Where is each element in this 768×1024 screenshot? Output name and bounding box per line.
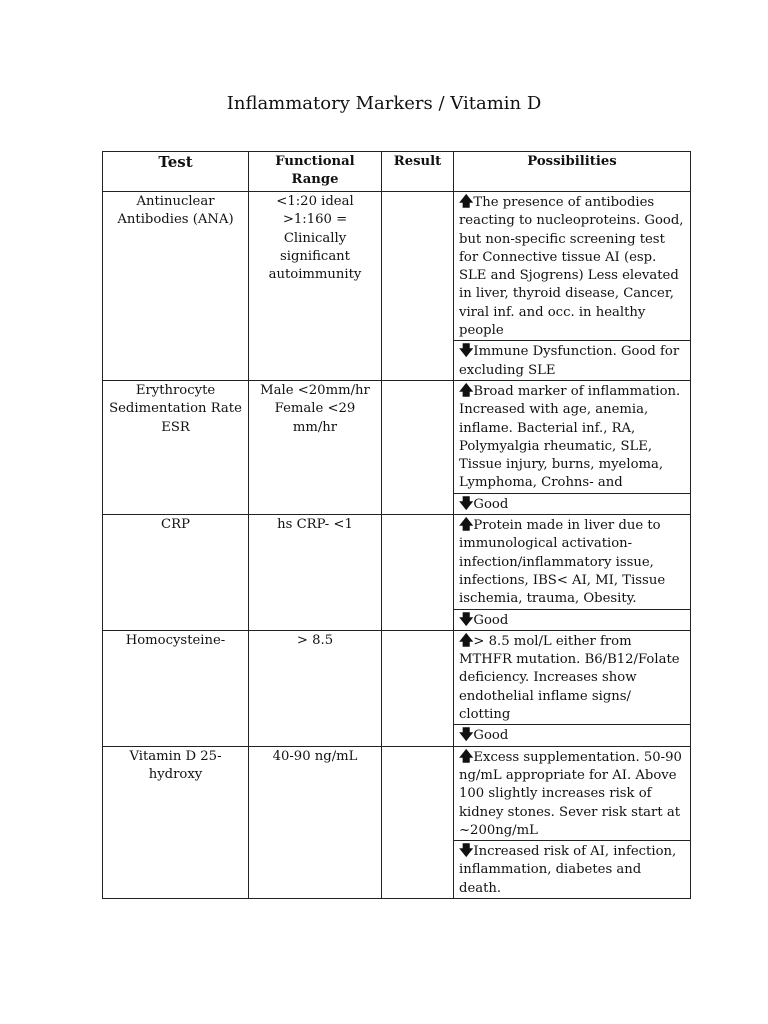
possibility-high-text: Broad marker of inflammation. Increased with age, anemia, inflame. Bacterial inf., RA, Polymyalgia rheumatic, SLE, Tissue injury, burns, myeloma, Lymphoma, Crohns- and (459, 383, 681, 491)
table-row (103, 515, 691, 609)
arrow-up-icon: 🡅 (459, 194, 474, 210)
header-result: Result (382, 152, 454, 192)
result-cell[interactable] (382, 380, 454, 514)
possibility-low (454, 609, 691, 630)
possibility-low-text: Increased risk of AI, infection, inflammation, diabetes and death. (459, 844, 677, 896)
test-name: CRP (103, 515, 249, 631)
possibility-high (454, 515, 691, 609)
header-test: Test (103, 152, 249, 192)
possibility-low-text: Immune Dysfunction. Good for excluding SLE (459, 344, 680, 378)
functional-range: <1:20 ideal >1:160 = Clinically significant autoimmunity (249, 192, 382, 381)
result-cell[interactable] (382, 515, 454, 631)
table-row (103, 630, 691, 724)
possibility-low (454, 341, 691, 381)
possibility-low-text: Good (473, 612, 509, 628)
arrow-down-icon: 🡇 (459, 843, 474, 860)
test-name: Antinuclear Antibodies (ANA) (103, 192, 249, 381)
possibility-high (454, 380, 691, 493)
possibility-high-text: > 8.5 mol/L either from MTHFR mutation. B6/B12/Folate deficiency. Increases show endothelial inflame signs/ clotting (459, 633, 680, 723)
possibility-low-text: Good (473, 496, 509, 512)
table-row (103, 192, 691, 341)
arrow-down-icon: 🡇 (459, 611, 474, 628)
arrow-up-icon: 🡅 (459, 748, 474, 765)
test-name: Vitamin D 25-hydroxy (103, 746, 249, 898)
header-functional-range: Functional Range (249, 152, 382, 192)
arrow-down-icon: 🡇 (459, 495, 474, 512)
arrow-up-icon: 🡅 (459, 632, 474, 649)
possibility-high-text: The presence of antibodies reacting to nucleoproteins. Good, but non-specific screening test for Connective tissue AI (esp. SLE and Sjogrens) Less elevated in liver, thyroid disease, Cancer, viral inf. and occ. in healthy people (459, 195, 684, 339)
possibility-low (454, 493, 691, 514)
functional-range: hs CRP- <1 (249, 515, 382, 631)
arrow-up-icon: 🡅 (459, 517, 474, 534)
table-header-row (103, 152, 691, 192)
possibility-high (454, 192, 691, 341)
test-name: Homocysteine- (103, 630, 249, 746)
table-row (103, 746, 691, 840)
result-cell[interactable] (382, 746, 454, 898)
possibility-low-text: Good (473, 728, 509, 744)
markers-table (102, 151, 691, 899)
header-possibilities: Possibilities (454, 152, 691, 192)
functional-range: > 8.5 (249, 630, 382, 746)
possibility-high (454, 746, 691, 840)
arrow-down-icon: 🡇 (459, 343, 474, 360)
test-name: Erythrocyte Sedimentation Rate ESR (103, 380, 249, 514)
table-row (103, 380, 691, 493)
arrow-up-icon: 🡅 (459, 382, 474, 399)
possibility-low (454, 841, 691, 899)
possibility-low (454, 725, 691, 746)
possibility-high-text: Protein made in liver due to immunological activation- infection/inflammatory issue, infections, IBS< AI, MI, Tissue ischemia, trauma, Obesity. (459, 518, 666, 607)
arrow-down-icon: 🡇 (459, 727, 474, 744)
functional-range: Male <20mm/hr Female <29 mm/hr (249, 380, 382, 514)
result-cell[interactable] (382, 630, 454, 746)
possibility-high (454, 630, 691, 724)
functional-range: 40-90 ng/mL (249, 746, 382, 898)
possibility-high-text: Excess supplementation. 50-90 ng/mL appropriate for AI. Above 100 slightly increases risk of kidney stones. Sever risk start at ~200ng/mL (459, 749, 682, 838)
result-cell[interactable] (382, 192, 454, 381)
page-title: Inflammatory Markers / Vitamin D (226, 93, 542, 114)
